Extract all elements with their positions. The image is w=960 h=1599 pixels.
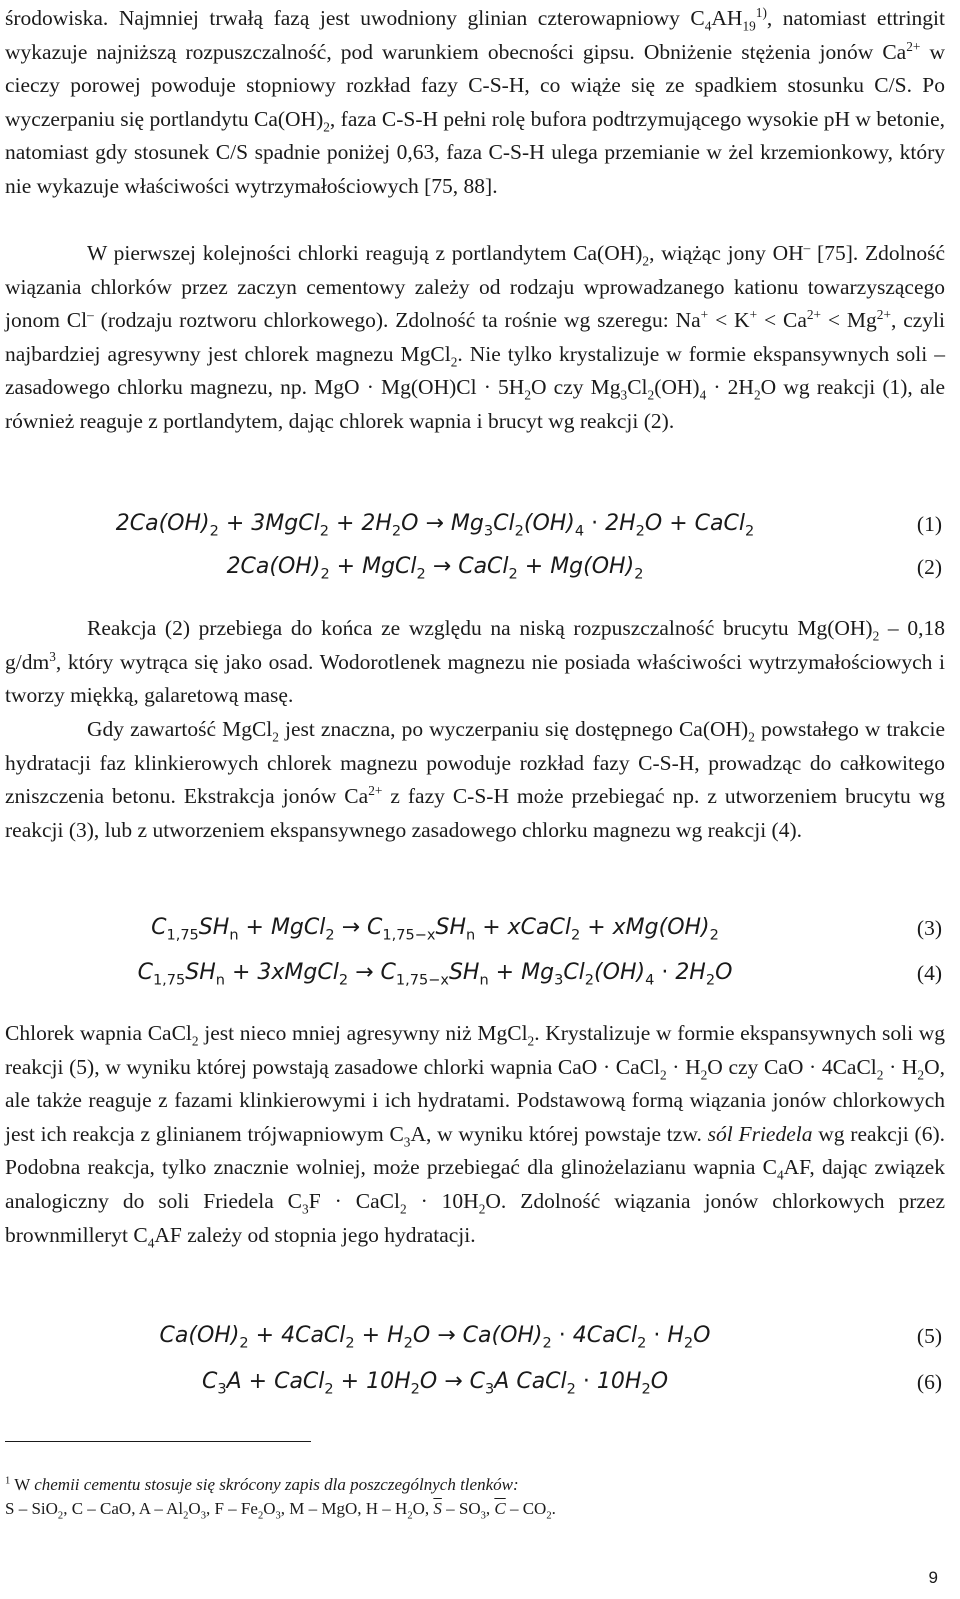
equation-3-formula: $C_{1,75}SH_n$ + MgCl$_2$ → $C_{1,75-x}SH_n$ + xCaCl$_2$ + $xMg(OH)_2$: [151, 915, 719, 944]
paragraph-calcium-chloride: Chlorek wapnia CaCl$_2$ jest nieco mniej agresywny niż MgCl$_2$. Krystalizuje w formie ekspansywnych soli wg reakcji (5), w wyniku której powstają zasadowe chlorki wapnia CaO · CaCl$_2$ · $H_2O$ czy CaO · 4CaCl$_2$ · $H_2O$, ale także reaguje z fazami klinkierowymi i ich hydratami. Podstawową formą wiązania jonów chlorkowych jest ich reakcja z glinianem trójwapniowym $C_3A$, w wyniku której powstaje tzw. sól Friedela wg reakcji (6). Podobna reakcja, tylko znacznie wolniej, może przebiegać dla glinożelazianu wapnia $C_4AF$, dając związek analogiczny do soli Friedela $C_3F$ · CaCl$_2$ · $10H_2O$. Zdolność wiązania jonów chlorkowych przez brownmilleryt $C_4AF$ zależy od stopnia jego hydratacji.: [5, 1021, 945, 1250]
footnote-marker: 1: [5, 1475, 11, 1487]
equation-6-formula: $C_3A$ + CaCl$_2$ + $10H_2O \to C_3A$ CaCl$_2$ · $10H_2O$: [201, 1369, 669, 1398]
equation-5: [0, 1318, 960, 1354]
equation-3: [0, 910, 960, 946]
equation-5-formula: $Ca(OH)_2$ + 4CaCl$_2$ + $H_2O \to Ca(OH)_2$ · 4CaCl$_2$ · $H_2O$: [159, 1323, 711, 1352]
equation-6: [0, 1364, 960, 1400]
equation-4: [0, 955, 960, 991]
equation-5-number: (5): [916, 1324, 942, 1348]
equation-2-number: (2): [916, 555, 942, 579]
paragraph-magnesium-chloride: Gdy zawartość MgCl$_2$ jest znaczna, po wyczerpaniu się dostępnego $Ca(OH)_2$ powstałego w trakcie hydratacji faz klinkierowych chlorek magnezu powoduje rozkład fazy C-S-H, prowadząc do całkowitego zniszczenia betonu. Ekstrakcja jonów $Ca^{2+}$ z fazy C-S-H może przebiegać np. z utworzeniem brucytu wg reakcji (3), lub z utworzeniem ekspansywnego zasadowego chlorku magnezu wg reakcji (4).: [5, 717, 946, 842]
equation-4-formula: $C_{1,75}SH_n$ + 3xMgCl$_2$ → $C_{1,75-x}SH_n + Mg_3Cl_2(OH)_4 \cdot 2H_2O$: [137, 960, 733, 989]
footnote-separator: [5, 1441, 311, 1442]
equation-1: [0, 506, 960, 542]
equation-6-number: (6): [916, 1370, 942, 1394]
paragraph-phase-stability: środowiska. Najmniej trwałą fazą jest uwodniony glinian czterowapniowy $C_4AH_{19}^{1)}$, natomiast ettringit wykazuje najniższą rozpuszczalność, pod warunkiem obecności gipsu. Obniżenie stężenia jonów $Ca^{2+}$ w cieczy porowej powoduje stopniowy rozkład fazy C-S-H, co wiąże się ze spadkiem stosunku C/S. Po wyczerpaniu się portlandytu $Ca(OH)_2$, faza C-S-H pełni rolę bufora podtrzymującego wysokie pH w betonie, natomiast gdy stosunek C/S spadnie poniżej 0,63, faza C-S-H ulega przemianie w żel krzemionkowy, który nie wykazuje właściwości wytrzymałościowych [75, 88].: [5, 4, 945, 198]
equation-3-number: (3): [916, 916, 942, 940]
equation-2-formula: $2Ca(OH)_2$ + MgCl$_2$ → CaCl$_2$ + $Mg(OH)_2$: [226, 554, 644, 583]
equation-2: [0, 549, 960, 585]
equation-1-formula: $2Ca(OH)_2$ + 3MgCl$_2$ + $2H_2O \to Mg_3Cl_2(OH)_4 \cdot 2H_2O$ + CaCl$_2$: [115, 511, 755, 540]
footnote-abbreviations: S – SiO$_2$, C – CaO, A – $Al_2O_3$, F – $Fe_2O_3$, M – MgO, H – $H_2O$, $\overline{S} - SO_3$, $\overline{C} - CO_2$.: [5, 1499, 556, 1522]
equation-1-number: (1): [916, 512, 942, 536]
paragraph-brucite: Reakcja (2) przebiega do końca ze względu na niską rozpuszczalność brucytu $Mg(OH)_2 - 0,18$ $g/dm^3$, który wytrąca się jako osad. Wodorotlenek magnezu nie posiada właściwości wytrzymałościowych i tworzy miękką, galaretową masę.: [5, 616, 945, 708]
equation-4-number: (4): [916, 961, 942, 985]
page-number: 9: [928, 1568, 938, 1587]
paragraph-chloride-binding: W pierwszej kolejności chlorki reagują z portlandytem $Ca(OH)_2$, wiążąc jony OH– [75]. Zdolność wiązania chlorków przez zaczyn cementowy zależy od rodzaju wprowadzanego kationu towarzyszącego jonom Cl– (rodzaju roztworu chlorkowego). Zdolność ta rośnie wg szeregu: $Na^+ < K^+ < Ca^{2+} < Mg^{2+}$, czyli najbardziej agresywny jest chlorek magnezu MgCl$_2$. Nie tylko krystalizuje w formie ekspansywnych soli – zasadowego chlorku magnezu, np. MgO · $Mg(OH)Cl \cdot 5H_2O$ czy $Mg_3Cl_2(OH)_4 \cdot 2H_2O$ wg reakcji (1), ale również reaguje z portlandytem, dając chlorek wapnia i brucyt wg reakcji (2).: [5, 239, 946, 433]
footnote-intro: $^1$ W chemii cementu stosuje się skrócony zapis dla poszczególnych tlenków:: [5, 1475, 519, 1494]
